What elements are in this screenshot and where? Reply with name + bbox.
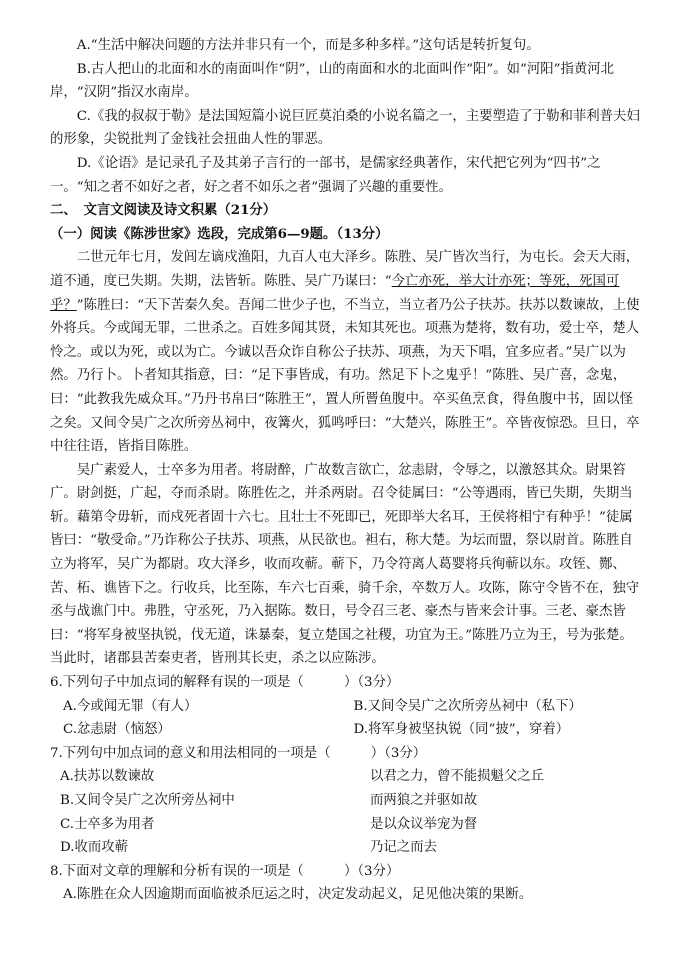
option-pair-c <box>50 813 644 837</box>
option-b: B.古人把山的北面和水的南面叫作“阴”，山的南面和水的北面叫作“阳”。如“河阳”指黄河北岸，“汉阴”指汉水南岸。 <box>50 61 615 101</box>
question-8 <box>50 860 644 907</box>
option-a: A.今或闻无罪（有人） <box>63 698 198 714</box>
option-right: 以君之力，曾不能损魁父之丘 <box>370 769 545 785</box>
question-stem: 7.下列句中加点词的意义和用法相同的一项是（ ）（3分） <box>50 745 427 761</box>
sub-heading: （一）阅读《陈涉世家》选段，完成第6—9题。（13分） <box>50 225 389 242</box>
option-a: A.“生活中解决问题的方法并非只有一个，而是多种多样。”这句话是转折复句。 <box>76 38 540 53</box>
option-left: D.收而攻蕲 <box>60 840 129 856</box>
question-stem: 6.下列句子中加点词的解释有误的一项是（ ）（3分） <box>50 675 400 691</box>
passage-paragraph-2: 吴广素爱人，士卒多为用者。将尉醉，广故数言欲亡，忿恚尉，令辱之，以激怒其众。尉果笞广。尉剑挺，广起，夺而杀尉。陈胜佐之，并杀两尉。召令徒属曰：“公等遇雨，皆已失期，失期当斩。藉第令毋斩，而戍死者固十六七。且壮士不死即已，死即举大名耳，王侯将相宁有种乎！”徒属皆曰：“敬受命。”乃诈称公子扶苏、项燕，从民欲也。袒右，称大楚。为坛而盟，祭以尉首。陈胜自立为将军，吴广为都尉。攻大泽乡，收而攻蕲。蕲下，乃令符离人葛婴将兵徇蕲以东。攻铚、酂、苦、柘、谯皆下之。行收兵，比至陈，车六七百乘，骑千余，卒数万人。攻陈，陈守令皆不在，独守丞与战谯门中。弗胜，守丞死，乃入据陈。数日，号令召三老、豪杰与皆来会计事。三老、豪杰皆曰：“将军身被坚执锐，伐无道，诛暴秦，复立楚国之社稷，功宜为王。”陈胜乃立为王，号为张楚。当此时，诸郡县苦秦吏者，皆刑其长吏，杀之以应陈涉。 <box>50 462 640 667</box>
option-right: 乃记之而去 <box>370 840 437 856</box>
section-heading: 二、 文言文阅读及诗文积累（21分） <box>50 202 277 219</box>
option-d: D.将军身被坚执锐（同“披”，穿着） <box>353 722 570 738</box>
previous-question-options <box>50 34 644 199</box>
option-a: A.陈胜在众人因逾期而面临被杀厄运之时，决定发动起义，足见他决策的果断。 <box>63 887 533 903</box>
option-c: C.忿恚尉（恼怒） <box>63 722 171 738</box>
option-right: 而两狼之并驱如故 <box>370 793 478 808</box>
question-7 <box>50 742 644 860</box>
options-row <box>50 718 644 742</box>
option-d: D.《论语》是记录孔子及其弟子言行的一部书，是儒家经典著作，宋代把它列为“四书”之一。“知之者不如好之者，好之者不如乐之者”强调了兴趣的重要性。 <box>50 155 601 195</box>
option-left: A.扶苏以数谏故 <box>60 769 155 785</box>
options-row <box>50 695 644 719</box>
question-6 <box>50 671 644 742</box>
passage-text: 二世元年七月，发闾左谪戍渔阳，九百人屯大泽乡。陈胜、吴广皆次当行，为屯长。会天大雨，道不通，度已失期。失期，法皆斩。陈胜、吴广乃谋曰：“ <box>50 250 640 289</box>
option-pair-b <box>50 789 644 813</box>
option-b: B.又间令吴广之次所旁丛祠中（私下） <box>353 698 582 714</box>
question-stem: 8.下面对文章的理解和分析有误的一项是（ ）（3分） <box>50 863 400 879</box>
option-pair-d <box>50 836 644 860</box>
option-right: 是以众议举宠为督 <box>370 816 478 832</box>
passage-text: ”陈胜曰：“天下苦秦久矣。吾闻二世少子也，不当立，当立者乃公子扶苏。扶苏以数谏故，上使外将兵。今或闻无罪，二世杀之。百姓多闻其贤，未知其死也。项燕为楚将，数有功，爱士卒，楚人怜之。或以为死，或以为亡。今诚以吾众诈自称公子扶苏、项燕，为天下唱，宜多应者。”吴广以为然。乃行卜。卜者知其指意，曰：“足下事皆成，有功。然足下卜之鬼乎！”陈胜、吴广喜，念鬼，曰：“此教我先威众耳。”乃丹书帛曰“陈胜王”，置人所罾鱼腹中。卒买鱼烹食，得鱼腹中书，固以怪之矣。又间令吴广之次所旁丛祠中，夜篝火，狐鸣呼曰：“大楚兴，陈胜王”。卒皆夜惊恐。旦日，卒中往往语，皆指目陈胜。 <box>50 297 640 455</box>
option-left: C.士卒多为用者 <box>60 816 155 832</box>
underlined-sentence: 今亡亦死，举大计亦死；等死，死国可乎？ <box>50 273 620 313</box>
passage-paragraph-1 <box>50 246 644 458</box>
option-pair-a <box>50 765 644 789</box>
option-left: B.又间令吴广之次所旁丛祠中 <box>60 793 235 808</box>
option-c: C.《我的叔叔于勒》是法国短篇小说巨匠莫泊桑的小说名篇之一，主要塑造了于勒和菲利普夫妇的形象，尖锐批判了金钱社会扭曲人性的罪恶。 <box>50 108 640 148</box>
